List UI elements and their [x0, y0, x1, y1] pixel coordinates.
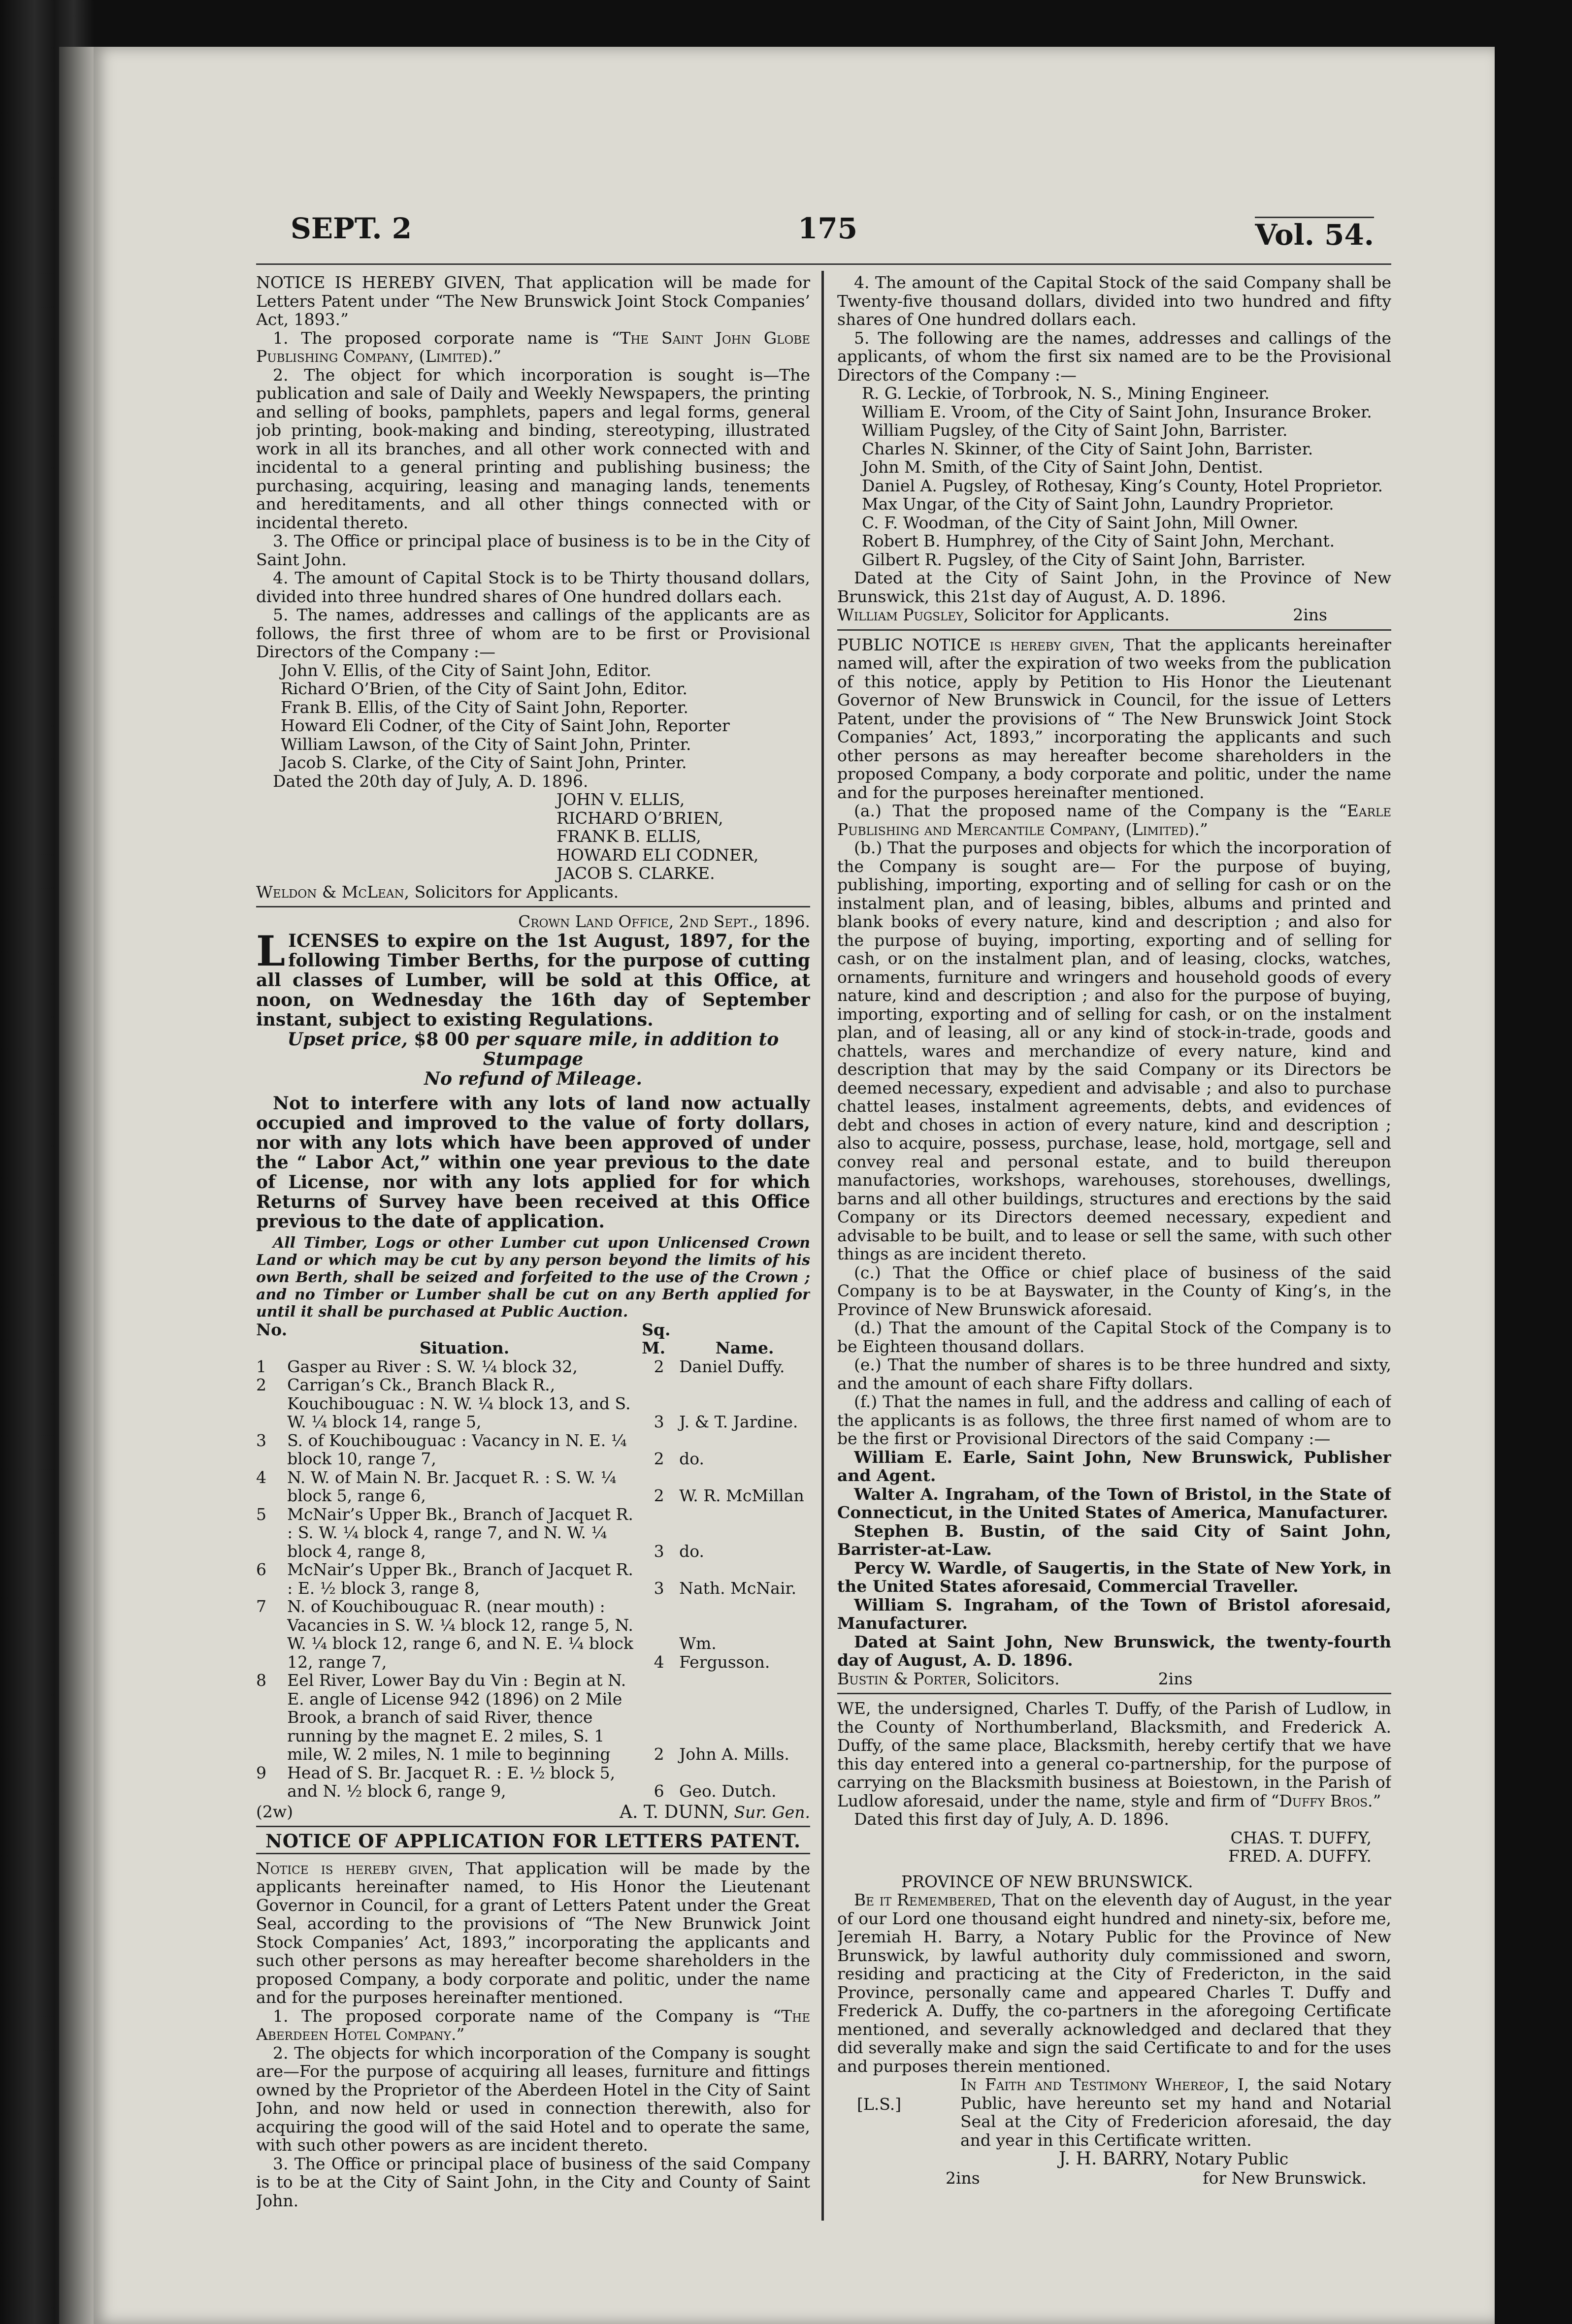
row-no: 1 [256, 1356, 266, 1376]
row-sqm: 2 [654, 1449, 664, 1468]
table-row [256, 1764, 810, 1801]
row-no: 6 [256, 1560, 266, 1579]
table-header-row [256, 1321, 810, 1357]
applicants-clause: (f.) That the names in full, and the address and calling of each of the applicants is as follows, the three first named of whom are to be the first or Provisional Directors of the said Company :— [837, 1392, 1391, 1448]
crown-land-heading: Crown Land Office, 2nd Sept., 1896. [518, 912, 810, 931]
col-name: Name. [715, 1338, 774, 1357]
applicants-clause: 5. The following are the names, addresses and callings of the applicants, of whom the first six named are to be the Provisional Directors of the Company :— [837, 328, 1391, 385]
row-name: Wm. Fergusson. [679, 1634, 770, 1672]
capital-clause: 4. The amount of Capital Stock is to be Thirty thousand dollars, divided into three hundred shares of One hundred dollars each. [256, 568, 810, 606]
solicitor-name: Weldon & McLean, [256, 882, 410, 902]
applicant: John V. Ellis, of the City of Saint John, Editor. [281, 660, 652, 680]
timber-berths-table [256, 1321, 810, 1801]
signatures [256, 790, 810, 883]
row-no: 7 [256, 1597, 266, 1616]
divider [837, 629, 1391, 631]
applicant: Stephen B. Bustin, of the said City of Saint John, Barrister-at-Law. [837, 1521, 1391, 1559]
name-clause-start: 1. The proposed corporate name of the Company is “ [273, 2006, 782, 2026]
globe-publishing-notice [256, 273, 810, 901]
insertion-note: 2ins [946, 2168, 980, 2188]
insertion-note: (2w) [256, 1802, 293, 1821]
row-situation: N. of Kouchibouguac R. (near mouth) : Vacancies in S. W. ¼ block 12, range 5, N. W. ¼ block 12, range 6, and N. E. ¼ block 12, range 7, [287, 1597, 633, 1672]
office-clause: 3. The Office or principal place of business of the said Company is to be at the City of Saint John, in the City and County of Saint John. [256, 2154, 810, 2210]
notice-lead: NOTICE IS HEREBY GIVEN, [256, 273, 506, 292]
row-situation: McNair’s Upper Bk., Branch of Jacquet R. : E. ½ block 3, range 8, [287, 1560, 633, 1598]
applicant: William Pugsley, of the City of Saint John, Barrister. [862, 420, 1288, 440]
row-sqm: 2 [654, 1486, 664, 1505]
row-situation: McNair’s Upper Bk., Branch of Jacquet R. : S. W. ¼ block 4, range 7, and N. W. ¼ block 4, range 8, [287, 1504, 633, 1561]
applicant: Howard Eli Codner, of the City of Saint John, Reporter [281, 716, 730, 735]
applicant-list [837, 384, 1391, 569]
applicant: John M. Smith, of the City of Saint John, Dentist. [862, 457, 1263, 477]
header-date: SEPT. 2 [291, 212, 412, 245]
signature: FRANK B. ELLIS, [557, 827, 701, 846]
notice-lead: PUBLIC NOTICE [837, 635, 981, 654]
row-sqm: 4 [654, 1652, 664, 1672]
applicant-list [837, 1448, 1391, 1670]
row-sqm: 3 [654, 1578, 664, 1598]
notice-intro: That application will be made by the applicants hereinafter named, to His Honor the Lieutenant Governor in Council, for a grant of Letters Patent under the Great Seal, according to the provisions of “The New Brunwick Joint Stock Companies’ Act, 1893,” incorporating the applicants and such other persons as may hereafter become shareholders in the proposed Company, a body corporate and politic, under the name and for the purposes hereinafter mentioned. [256, 1858, 810, 2007]
right-column [837, 273, 1391, 2223]
applicant: William E. Vroom, of the City of Saint John, Insurance Broker. [862, 402, 1372, 421]
insertion-note: 2ins [1158, 1669, 1193, 1688]
signature: JOHN V. ELLIS, [557, 790, 685, 809]
capital-clause: (d.) That the amount of the Capital Stock of the Company is to be Eighteen thousand dollars. [837, 1318, 1391, 1356]
row-sqm: 2 [654, 1356, 664, 1376]
row-name: W. R. McMillan [679, 1486, 804, 1505]
table-row [256, 1468, 810, 1505]
testimony-lead: In Faith and Testimony Whereof, [960, 2075, 1230, 2094]
solicitor-name: William Pugsley, [837, 605, 969, 624]
capital-clause: 4. The amount of the Capital Stock of the said Company shall be Twenty-five thousand dollars, divided into two hundred and fifty shares of One hundred dollars each. [837, 273, 1391, 329]
row-situation: S. of Kouchibouguac : Vacancy in N. E. ¼ block 10, range 7, [287, 1430, 627, 1468]
row-name: do. [679, 1449, 704, 1468]
aberdeen-hotel-notice-continued [837, 273, 1391, 624]
no-refund: No refund of Mileage. [424, 1068, 642, 1089]
upset-per-mile: per square mile, in addition to Stumpage [475, 1029, 779, 1069]
applicant-list [256, 661, 810, 772]
notice-date: Dated the 20th day of July, A. D. 1896. [273, 771, 589, 791]
notice-date: Dated at the City of Saint John, in the Province of New Brunswick, this 21st day of August, A. D. 1896. [837, 568, 1391, 606]
row-sqm: 3 [654, 1541, 664, 1561]
page-binding [59, 47, 98, 2324]
licenses-text: ICENSES to expire on the 1st August, 1897, for the following Timber Berths, for the purpose of cutting all classes of Lumber, will be sold at this Office, at noon, on Wednesday the 16th day of September instant, subject to existing Regulations. [256, 930, 810, 1030]
row-sqm: 2 [654, 1744, 664, 1764]
row-name: John A. Mills. [679, 1744, 789, 1764]
row-no: 3 [256, 1430, 266, 1450]
name-clause-start: 1. The proposed corporate name is “ [273, 328, 620, 348]
row-no: 5 [256, 1504, 266, 1524]
objects-clause: 2. The object for which incorporation is sought is—The publication and sale of Daily and Weekly Newspapers, the printing and selling of books, pamphlets, papers and legal forms, general job printing, book-making and binding, stereotyping, illustrated work in all its branches, and all other work connected with and incidental to a general printing and publishing business; the purchasing, acquiring, leasing and managing lands, tenements and hereditaments, and all other things connected with or incidental thereto. [256, 365, 810, 532]
row-situation: Carrigan’s Ck., Branch Black R., Kouchibouguac : N. W. ¼ block 13, and S. W. ¼ block 14, range 5, [287, 1375, 631, 1431]
testimony-text: I, the said Notary Public, have hereunto set my hand and Notarial Seal at the City of Fredericion aforesaid, the day and year in this Certificate written. [960, 2075, 1391, 2150]
applicant: William S. Ingraham, of the Town of Bristol aforesaid, Manufacturer. [837, 1595, 1391, 1633]
applicant: Max Ungar, of the City of Saint John, Laundry Proprietor. [862, 494, 1334, 514]
applicant: Jacob S. Clarke, of the City of Saint John, Printer. [281, 753, 687, 772]
divider [256, 906, 810, 907]
seizure-warning: All Timber, Logs or other Lumber cut upon Unlicensed Crown Land or which may be cut by any person beyond the limits of his own Berth, shall be seized and forfeited to the use of the Crown ; and no Timber or Lumber shall be cut on any Berth applied for until it shall be purchased at Public Auction. [256, 1234, 810, 1321]
aberdeen-hotel-notice [256, 1832, 810, 2210]
objects-clause: (b.) That the purposes and objects for which the incorporation of the Company is sought are— For the purpose of buying, publishing, importing, exporting and of selling for cash or on the instalment plan, and of leasing, bibles, albums and printed and blank books of every nature, kind and description ; and also for the purpose of buying, importing, exporting and of selling for cash, or on the instalment plan, and of leasing, clocks, watches, ornaments, furniture and wringers and household goods of every nature, kind and description ; and also for the purpose of buying, importing, exporting and of selling for cash, or on the instalment plan, and of leasing, all or any kind of stock-in-trade, goods and chattels, wares and merchandize of every nature, kind and description that may by the said Company or its Directors be deemed necessary, expedient and advisable ; and also to purchase chattel leases, instalment agreements, debts, and evidences of debt and choses in action of every nature, kind and description ; also to acquire, possess, purchase, lease, hold, mortgage, sell and convey real and personal estate, and to build thereupon manufactories, workshops, warehouses, storehouses, dwellings, barns and all other buildings, structures and erections by the said Company or its Directors deemed necessary, expedient and advisable to be built, and to lease or sell the same, with such other things as are incident thereto. [837, 838, 1391, 1263]
page-header [291, 212, 1374, 251]
row-no: 4 [256, 1467, 266, 1487]
surveyor-title: Sur. Gen. [734, 1802, 810, 1822]
left-column [256, 273, 810, 2223]
earle-publishing-notice [837, 636, 1391, 1688]
applicant: William E. Earle, Saint John, New Brunswick, Publisher and Agent. [837, 1447, 1391, 1485]
notice-lead: Notice is hereby given, [256, 1858, 454, 1878]
table-row [256, 1431, 810, 1468]
row-no: 8 [256, 1671, 266, 1690]
volume-number: Vol. 54. [1255, 217, 1374, 252]
row-sqm: 6 [654, 1781, 664, 1801]
notice-lead-2: is hereby given, [989, 635, 1115, 654]
column-rule [821, 271, 824, 2221]
crown-land-notice [256, 912, 810, 1821]
company-name: The Aberdeen Hotel Company. [256, 2006, 810, 2044]
firm-name-close: ” [1373, 1791, 1381, 1810]
solicitor-role: Solicitors. [976, 1669, 1060, 1688]
row-name: Geo. Dutch. [679, 1781, 777, 1801]
row-name: J. & T. Jardine. [679, 1412, 798, 1431]
applicant: William Lawson, of the City of Saint John, Printer. [281, 734, 691, 754]
row-sqm: 3 [654, 1412, 664, 1431]
signature: HOWARD ELI CODNER, [557, 845, 759, 865]
row-name: Nath. McNair. [679, 1578, 797, 1598]
signature: JACOB S. CLARKE. [557, 864, 715, 883]
col-no: No. [256, 1320, 288, 1339]
notary-title: Notary Public [1175, 2149, 1289, 2168]
notice-title: NOTICE OF APPLICATION FOR LETTERS PATENT. [265, 1830, 801, 1852]
solicitor-role: Solicitors for Applicants. [414, 882, 619, 902]
drop-cap: L [256, 926, 286, 975]
certificate-date: Dated this first day of July, A. D. 1896. [854, 1809, 1169, 1829]
row-name: Daniel Duffy. [679, 1356, 785, 1376]
row-no: 9 [256, 1763, 266, 1782]
company-name: The Saint John Globe Publishing Company, (Limited). [256, 328, 810, 366]
name-clause-end: ” [1199, 819, 1208, 839]
row-situation: Eel River, Lower Bay du Vin : Begin at N. E. angle of License 942 (1896) on 2 Mile Brook, a branch of said River, thence running by the magnet E. 2 miles, S. 1 mile, W. 2 miles, N. 1 mile to beginning [287, 1671, 626, 1764]
col-sqm: Sq. M. [642, 1320, 671, 1357]
applicant: Walter A. Ingraham, of the Town of Bristol, in the State of Connecticut, in the United States of America, Manufacturer. [837, 1484, 1391, 1522]
row-situation: Head of S. Br. Jacquet R. : E. ½ block 5, and N. ½ block 6, range 9, [287, 1763, 616, 1801]
name-clause-start: (a.) That the proposed name of the Company is the “ [854, 801, 1347, 820]
solicitor-name: Bustin & Porter, [837, 1669, 972, 1688]
insertion-note: 2ins [1293, 605, 1327, 624]
notary-jurisdiction: for New Brunswick. [1203, 2168, 1367, 2188]
upset-label: Upset price, [287, 1029, 408, 1050]
signature: RICHARD O’BRIEN, [557, 808, 723, 828]
surveyor-name: A. T. DUNN, [620, 1802, 729, 1822]
divider [837, 1693, 1391, 1694]
province-heading: PROVINCE OF NEW BRUNSWICK. [901, 1872, 1193, 1891]
firm-name: Duffy Bros. [1279, 1791, 1373, 1810]
table-row [256, 1597, 810, 1671]
company-name: Earle Publishing and Mercantile Company, (Limited). [837, 801, 1391, 839]
applicant: C. F. Woodman, of the City of Saint John, Mill Owner. [862, 513, 1299, 532]
header-rule [256, 263, 1391, 265]
partner-signature: CHAS. T. DUFFY, [1230, 1828, 1372, 1847]
row-situation: Gasper au River : S. W. ¼ block 32, [287, 1356, 578, 1376]
certificate-text: WE, the undersigned, Charles T. Duffy, of the Parish of Ludlow, in the County of Northumberland, Blacksmith, and Frederick A. Duffy, of the same place, Blacksmith, hereby certify that we have this day entered into a general co-partnership, for the purpose of carrying on the Blacksmith business at Boiestown, in the Parish of Ludlow aforesaid, under the name, style and firm of “ [837, 1699, 1391, 1810]
applicant: Richard O’Brien, of the City of Saint John, Editor. [281, 679, 688, 698]
partner-signature: FRED. A. DUFFY. [1228, 1846, 1372, 1866]
notary-name: J. H. BARRY, [1059, 2149, 1170, 2169]
notice-intro: That the applicants hereinafter named will, after the expiration of two weeks from the publication of this notice, apply by Petition to His Honor the Lieutenant Governor of New Brunswick in Council, for the issue of Letters Patent, under the provisions of “ The New Brunswick Joint Stock Companies’ Act, 1893,” incorporating the applicants and such other persons as may hereafter become shareholders in the proposed Company, a body corporate and politic, under the name and for the purposes hereinafter mentioned. [837, 635, 1391, 802]
applicant: Percy W. Wardle, of Saugertis, in the State of New York, in the United States aforesaid, Commercial Traveller. [837, 1558, 1391, 1596]
table-row [256, 1671, 810, 1764]
page-number: 175 [798, 212, 858, 245]
table-row [256, 1505, 810, 1561]
shares-clause: (e.) That the number of shares is to be three hundred and sixty, and the amount of each share Fifty dollars. [837, 1355, 1391, 1393]
interference-clause: Not to interfere with any lots of land now actually occupied and improved to the value of forty dollars, nor with any lots which have been approved of under the “ Labor Act,” within one year previous to the date of License, nor with any lots applied for for which Returns of Survey have been received at this Office previous to the date of application. [256, 1093, 810, 1232]
table-row [256, 1376, 810, 1431]
office-clause: (c.) That the Office or chief place of business of the said Company is to be at Bayswater, in the County of King’s, in the Province of New Brunswick aforesaid. [837, 1262, 1391, 1319]
applicant: Frank B. Ellis, of the City of Saint John, Reporter. [281, 697, 688, 717]
notice-intro: That application will be made for Letters Patent under “The New Brunswick Joint Stock Companies’ Act, 1893.” [256, 273, 810, 329]
table-row [256, 1560, 810, 1597]
objects-clause: 2. The objects for which incorporation of the Company is sought are—For the purpose of acquiring all leases, furniture and fittings owned by the Proprietor of the Aberdeen Hotel in the City of Saint John, and now held or used in connection therewith, also for acquiring the good will of the said Hotel and to operate the same, with such other powers as are incident thereto. [256, 2043, 810, 2155]
remembered-lead: Be it Remembered, [854, 1890, 997, 1909]
title-rule [256, 1853, 810, 1854]
row-name: do. [679, 1541, 704, 1561]
applicant: Daniel A. Pugsley, of Rothesay, King’s County, Hotel Proprietor. [862, 476, 1383, 495]
office-clause: 3. The Office or principal place of business is to be in the City of Saint John. [256, 531, 810, 569]
applicant: R. G. Leckie, of Torbrook, N. S., Mining Engineer. [862, 384, 1270, 403]
partnership-certificate: WE, the undersigned, Charles T. Duffy, of the Parish of Ludlow, in the County of Northumberland, Blacksmith, and Frederick A. Duffy, of the same place, Blacksmith, hereby certify that we have this day entered into a general co-partnership, for the purpose of carrying on the Blacksmith business at Boiestown, in the Parish of Ludlow aforesaid, under the name, style and firm of “Duffy Bros.” Dated this first day of July, A. D. 1896. CHAS. T. DUFFY, FRED. A. DUFFY. PROVINCE OF NEW BRUNSWICK. Be it Remembered, That on the eleventh day of August, in the year of our Lord one thousand eight hundred and ninety-six, before me, Jeremiah H. Barry, a Notary Public for the Province of New Brunswick, by lawful authority duly commissioned and sworn, residing and practicing at the City of Fredericton, in the said Province, personally came and appeared Charles T. Duffy and Frederick A. Duffy, the co-partners in the aforegoing Certificate mentioned, and severally acknowledged and declared that they did severally make and sign the said Certificate to and for the uses and purposes therein mentioned. In Faith and Testimony Whereof, I, the said Notary Public, have hereunto set my hand and Notarial Seal at the City of Fredericion aforesaid, the day and year in this Certificate written. [L.S.] J. H. BARRY, Notary Public 2ins for New Brunswick. [837, 1699, 1391, 2188]
upset-amount: $8 00 [414, 1029, 470, 1050]
row-situation: N. W. of Main N. Br. Jacquet R. : S. W. ¼ block 5, range 6, [287, 1467, 617, 1505]
applicants-clause: 5. The names, addresses and callings of the applicants are as follows, the first three of whom are to be first or Provisional Directors of the Company :— [256, 605, 810, 661]
applicant: Charles N. Skinner, of the City of Saint John, Barrister. [862, 439, 1313, 458]
row-no: 2 [256, 1375, 266, 1394]
notice-date: Dated at Saint John, New Brunswick, the twenty-fourth day of August, A. D. 1896. [837, 1632, 1391, 1670]
divider [256, 1826, 810, 1827]
applicant: Robert B. Humphrey, of the City of Saint John, Merchant. [862, 531, 1335, 550]
col-situation: Situation. [419, 1338, 510, 1357]
applicant: Gilbert R. Pugsley, of the City of Saint John, Barrister. [862, 549, 1306, 569]
name-clause-end: ” [493, 347, 501, 366]
name-clause-end: ” [456, 2025, 465, 2044]
table-row [256, 1357, 810, 1376]
solicitor-role: Solicitor for Applicants. [974, 605, 1170, 624]
acknowledgement-text: That on the eleventh day of August, in the year of our Lord one thousand eight hundred and ninety-six, before me, Jeremiah H. Barry, a Notary Public for the Province of New Brunswick, by lawful authority duly commissioned and sworn, residing and practicing at the City of Fredericton, in the said Province, personally came and appeared Charles T. Duffy and Frederick A. Duffy, the co-partners in the aforegoing Certificate mentioned, and severally acknowledged and declared that they did severally make and sign the said Certificate to and for the uses and purposes therein mentioned. [837, 1890, 1391, 2076]
